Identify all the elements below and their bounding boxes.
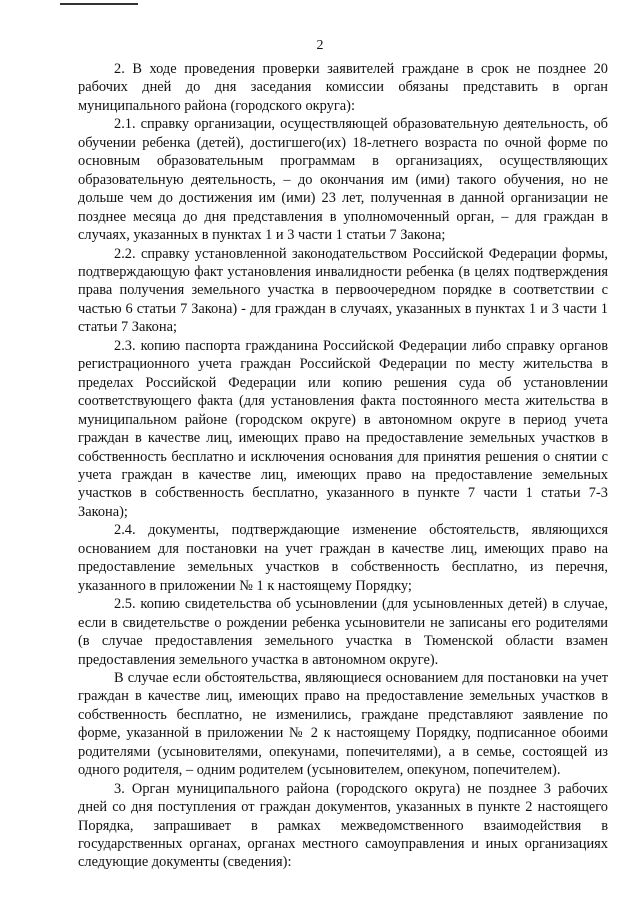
- paragraph-2-5: 2.5. копию свидетельства об усыновлении (для усыновленных детей) в случае, если в свидетельстве о рождении ребенка усыновители не записаны его родителями (в случае предоставления земельного участка в Тюменской области взамен предоставления земельного участка в автономном округе).: [78, 596, 608, 668]
- document-body: [78, 60, 608, 872]
- paragraph-2-2: 2.2. справку установленной законодательством Российской Федерации формы, подтверждающую факт установления инвалидности ребенка (в целях подтверждения права получения земельного участка в первоочередном порядке в соответствии с частью 6 статьи 7 Закона) - для граждан в случаях, указанных в пунктах 1 и 3 части 1 статьи 7 Закона;: [78, 245, 608, 336]
- paragraph-2-3: 2.3. копию паспорта гражданина Российской Федерации либо справку органов регистрационного учета граждан Российской Федерации по месту жительства в пределах Российской Федерации или копию решения суда об установлении соответствующего факта (для установления факта постоянного места жительства в муниципальном районе (городском округе) в автономном округе в период учета граждан в качестве лиц, имеющих право на предоставление земельных участков в собственность бесплатно и исключения основания для принятия решения о снятии с учета граждан в качестве лиц, имеющих право на предоставление земельных участков в собственность бесплатно, указанного в пункте 7 части 1 статьи 7-3 Закона);: [78, 337, 608, 520]
- paragraph-unchanged-circumstances: В случае если обстоятельства, являющиеся основанием для постановки на учет граждан в качестве лиц, имеющих право на предоставление земельных участков в собственность бесплатно, не изменились, граждане представляют заявление по форме, указанной в приложении № 2 к настоящему Порядку, подписанное обоими родителями (усыновителями, опекунами, попечителями), а в семье, состоящей из одного родителя, – одним родителем (усыновителем, опекуном, попечителем).: [78, 669, 608, 779]
- paragraph-2: 2. В ходе проведения проверки заявителей граждане в срок не позднее 20 рабочих дней до дня заседания комиссии обязаны представить в орган муниципального района (городского округа):: [78, 61, 608, 114]
- page-number: 2: [316, 38, 324, 53]
- paragraph-2-4: 2.4. документы, подтверждающие изменение обстоятельств, являющихся основанием для постановки на учет граждан в качестве лиц, имеющих право на предоставление земельных участков в собственность бесплатно, из перечня, указанного в приложении № 1 к настоящему Порядку;: [78, 522, 608, 594]
- paragraph-2-1: 2.1. справку организации, осуществляющей образовательную деятельность, об обучении ребенка (детей), достигшего(их) 18-летнего возраста по очной форме по основным образовательным программам в организациях, осуществляющих образовательную деятельность, – до окончания им (ими) такого обучения, но не дольше чем до достижения им (ими) 23 лет, полученная в данной организации не позднее месяца до дня представления в уполномоченный орган, – для граждан в случаях, указанных в пунктах 1 и 3 части 1 статьи 7 Закона;: [78, 116, 608, 244]
- paragraph-3: 3. Орган муниципального района (городского округа) не позднее 3 рабочих дней со дня поступления от граждан документов, указанных в пункте 2 настоящего Порядка, запрашивает в рамках межведомственного взаимодействия в государственных органах, органах местного самоуправления и иных организациях следующие документы (сведения):: [78, 780, 608, 871]
- top-rule: [60, 3, 138, 5]
